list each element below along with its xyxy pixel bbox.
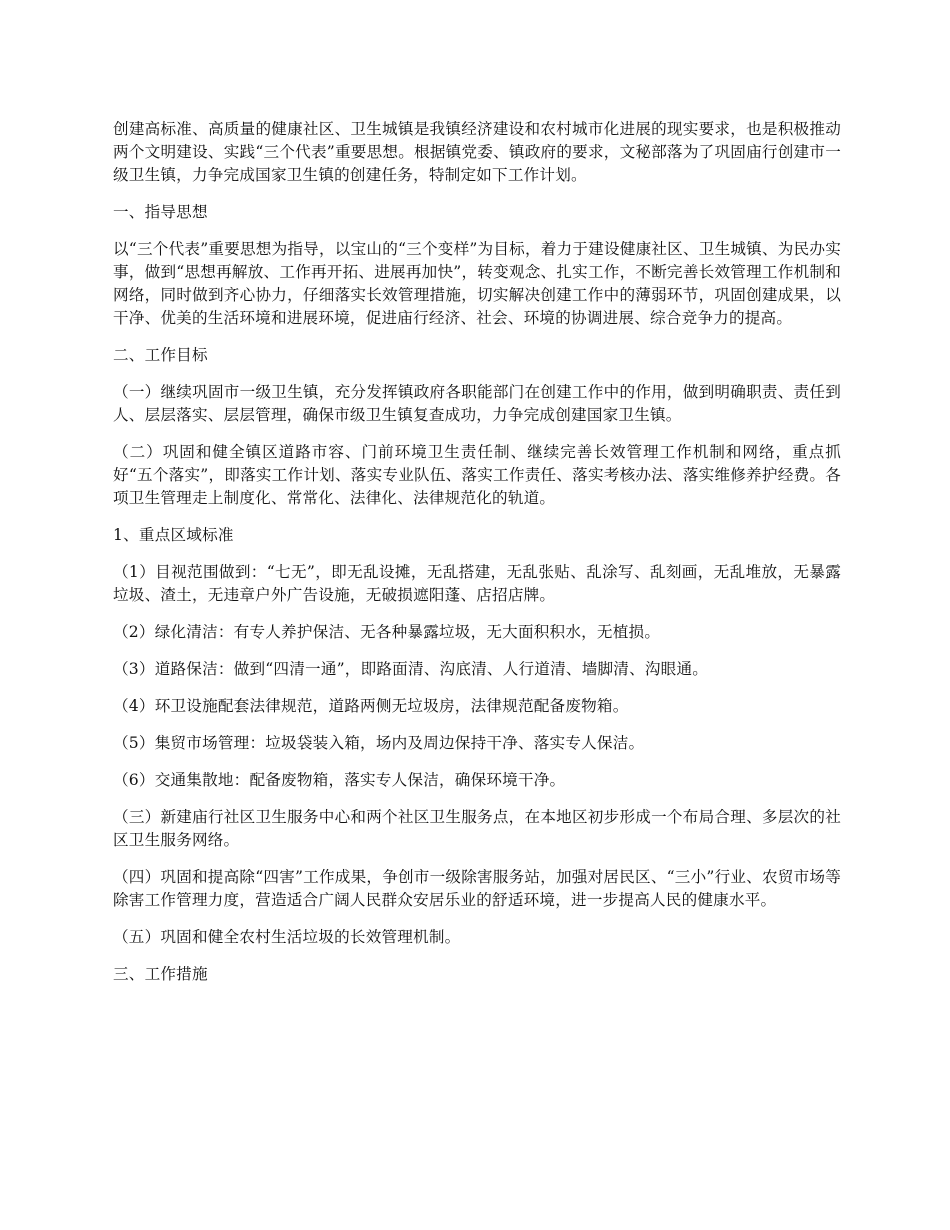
- goal-paragraph-3: （三）新建庙行社区卫生服务中心和两个社区卫生服务点，在本地区初步形成一个布局合理、多层次的社区卫生服务网络。: [113, 808, 841, 849]
- standard-item-2: （2）绿化清洁：有专人养护保洁、无各种暴露垃圾，无大面积积水，无植损。: [113, 623, 661, 641]
- goal-paragraph-4: （四）巩固和提高除“四害”工作成果，争创市一级除害服务站，加强对居民区、“三小”行业、农贸市场等除害工作管理力度，营造适合广阔人民群众安居乐业的舒适环境，进一步提高人民的健康水平。: [113, 868, 841, 909]
- standard-item-6: （6）交通集散地：配备废物箱，落实专人保洁，确保环境干净。: [113, 771, 566, 789]
- goal-paragraph-2: （二）巩固和健全镇区道路市容、门前环境卫生责任制、继续完善长效管理工作机制和网络，重点抓好“五个落实”，即落实工作计划、落实专业队伍、落实工作责任、落实考核办法、落实维修养护经费。各项卫生管理走上制度化、常常化、法律化、法律规范化的轨道。: [113, 443, 841, 507]
- goal-paragraph-1: （一）继续巩固市一级卫生镇，充分发挥镇政府各职能部门在创建工作中的作用，做到明确职责、责任到人、层层落实、层层管理，确保市级卫生镇复查成功，力争完成创建国家卫生镇。: [113, 383, 841, 424]
- section-heading-work-measures: 三、工作措施: [113, 965, 208, 983]
- section-heading-work-goals: 二、工作目标: [113, 346, 208, 364]
- subheading-key-area-standards: 1、重点区域标准: [113, 526, 234, 544]
- goal-paragraph-5: （五）巩固和健全农村生活垃圾的长效管理机制。: [113, 928, 461, 946]
- standard-item-3: （3）道路保洁：做到“四清一通”，即路面清、沟底清、人行道清、墙脚清、沟眼通。: [113, 660, 709, 678]
- guiding-thought-paragraph: 以“三个代表”重要思想为指导，以宝山的“三个变样”为目标，着力于建设健康社区、卫生城镇、为民办实事，做到“思想再解放、工作再开拓、进展再加快”，转变观念、扎实工作，不断完善长效管理工作机制和网络，同时做到齐心协力，仔细落实长效管理措施，切实解决创建工作中的薄弱环节，巩固创建成果，以干净、优美的生活环境和进展环境，促进庙行经济、社会、环境的协调进展、综合竞争力的提高。: [113, 240, 841, 327]
- intro-paragraph: 创建高标准、高质量的健康社区、卫生城镇是我镇经济建设和农村城市化进展的现实要求，也是积极推动两个文明建设、实践“三个代表”重要思想。根据镇党委、镇政府的要求，文秘部落为了巩固庙行创建市一级卫生镇，力争完成国家卫生镇的创建任务，特制定如下工作计划。: [113, 120, 841, 184]
- section-heading-guiding-thought: 一、指导思想: [113, 203, 208, 221]
- standard-item-5: （5）集贸市场管理：垃圾袋装入箱，场内及周边保持干净、落实专人保洁。: [113, 734, 645, 752]
- document-body: [113, 118, 841, 1000]
- standard-item-1: （1）目视范围做到：“七无”，即无乱设摊，无乱搭建，无乱张贴、乱涂写、乱刻画，无乱堆放，无暴露垃圾、渣土，无违章户外广告设施，无破损遮阳蓬、店招店牌。: [113, 563, 841, 604]
- standard-item-4: （4）环卫设施配套法律规范，道路两侧无垃圾房，法律规范配备废物箱。: [113, 697, 629, 715]
